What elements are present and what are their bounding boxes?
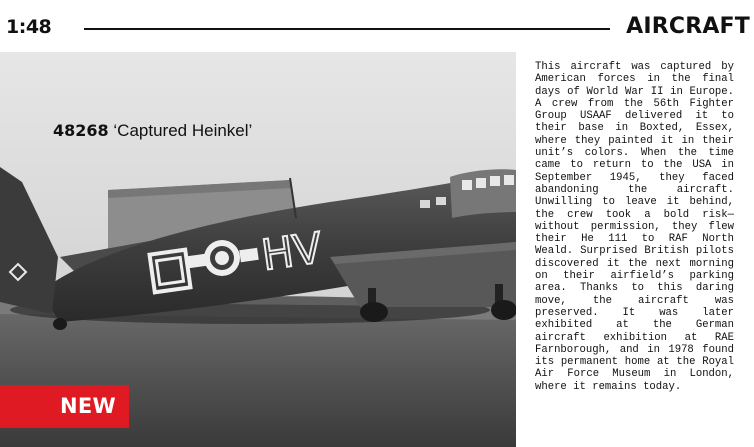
fuselage-code-text: HV <box>258 222 326 280</box>
product-name: ‘Captured Heinkel’ <box>113 121 253 140</box>
product-code: 48268 <box>53 121 109 140</box>
description-text: This aircraft was captured by American forces in the final days of World War II in Europe. A crew from the 56th Fighter Group USAAF delivered it to their base in Boxted, Essex, where they painted it in their unit’s colors. When the time came to return to the USA in September 1945, they faced abandoning the aircraft. Unwilling to leave it behind, the crew took a bold risk—without permission, they flew their He 111 to RAF North Weald. Surprised British pilots discovered it the next morning on their airfield’s parking area. Thanks to this daring move, the aircraft was preserved. It was later exhibited at the German aircraft exhibition at RAE Farnborough, and in 1978 found its permanent home at the Royal Air Force Museum in London, where it remains today. <box>535 61 734 393</box>
category-label: AIRCRAFT <box>626 14 750 39</box>
page-header <box>0 0 754 44</box>
new-badge: NEW <box>0 385 129 428</box>
product-title <box>53 121 252 141</box>
header-rule <box>84 28 610 30</box>
scale-label: 1:48 <box>6 16 52 38</box>
